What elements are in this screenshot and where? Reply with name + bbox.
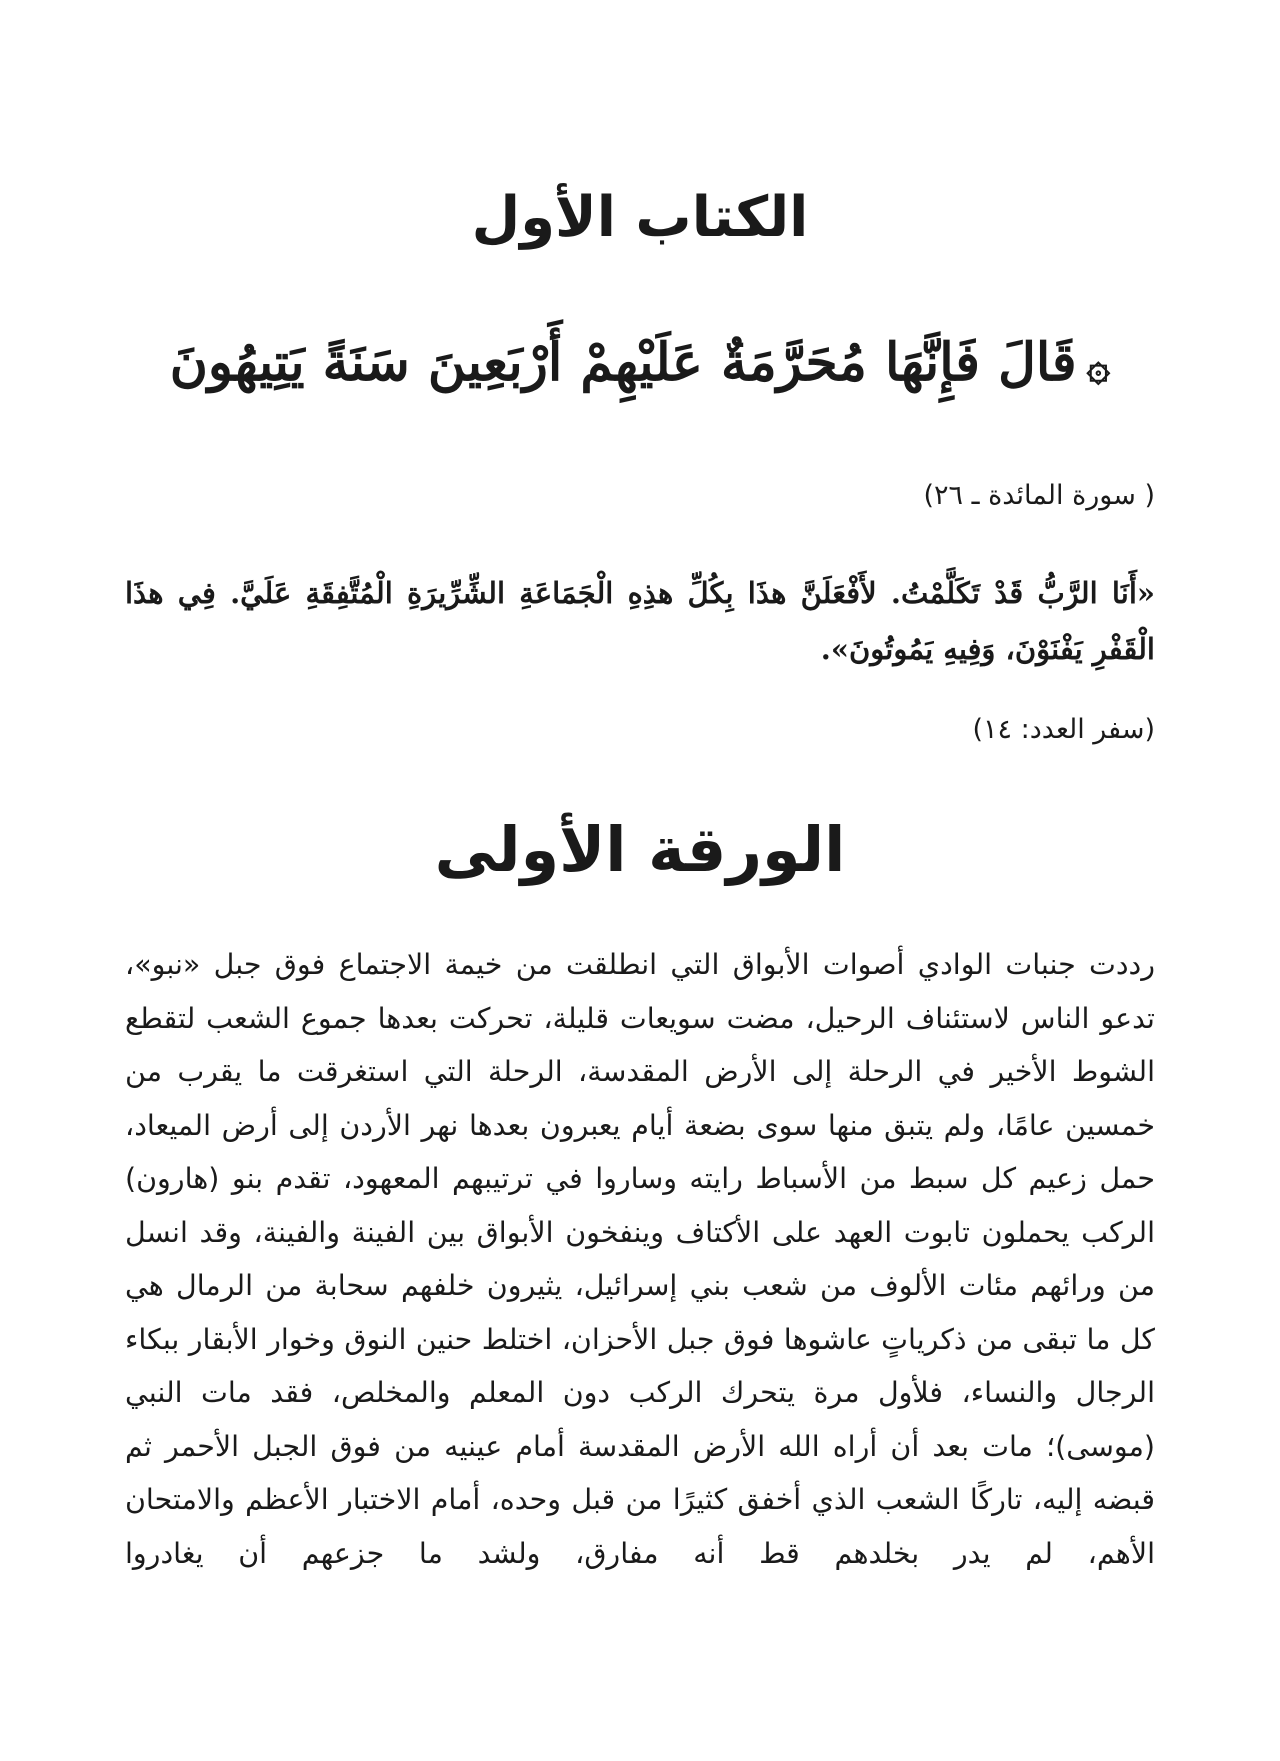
verse-citation: ( سورة المائدة ـ ٢٦): [923, 480, 1155, 511]
body-paragraph: رددت جنبات الوادي أصوات الأبواق التي انطلقت من خيمة الاجتماع فوق جبل «نبو»، تدعو الناس لاستئناف الرحيل، مضت سويعات قليلة، تحركت بعدها جموع الشعب لتقطع الشوط الأخير في الرحلة إلى الأرض المقدسة، الرحلة التي استغرقت ما يقرب من خمسين عامًا، ولم يتبق منها سوى بضعة أيام يعبرون بعدها نهر الأردن إلى أرض الميعاد، حمل زعيم كل سبط من الأسباط رايته وساروا في ترتيبهم المعهود، تقدم بنو (هارون) الركب يحملون تابوت العهد على الأكتاف وينفخون الأبواق بين الفينة والفينة، وقد انسل من ورائهم مئات الألوف من شعب بني إسرائيل، يثيرون خلفهم سحابة من الرمال هي كل ما تبقى من ذكرياتٍ عاشوها فوق جبل الأحزان، اختلط حنين النوق وخوار الأبقار ببكاء الرجال والنساء، فلأول مرة يتحرك الركب دون المعلم والمخلص، فقد مات النبي (موسى)؛ مات بعد أن أراه الله الأرض المقدسة أمام عينيه من فوق الجبل الأحمر ثم قبضه إليه، تاركًا الشعب الذي أخفق كثيرًا من قبل وحده، أمام الاختبار الأعظم والامتحان الأهم، لم يدر بخلدهم قط أنه مفارق، ولشد ما جزعهم أن يغادروا: [125, 948, 1155, 1570]
chapter-title: الورقة الأولى: [434, 813, 846, 886]
book-title: الكتاب الأول: [471, 185, 809, 250]
scripture-quote: «أَنَا الرَّبُّ قَدْ تَكَلَّمْتُ. لأَفْعَلَنَّ هذَا بِكُلِّ هذِهِ الْجَمَاعَةِ الشِّرِّيرَةِ الْمُتَّفِقَةِ عَلَيَّ. فِي هذَا الْقَفْرِ يَفْنَوْنَ، وَفِيهِ يَمُوتُونَ».: [125, 576, 1155, 666]
quran-verse: [170, 318, 1110, 412]
verse-text: قَالَ فَإِنَّهَا مُحَرَّمَةٌ عَلَيْهِمْ أَرْبَعِينَ سَنَةً يَتِيهُونَ: [169, 332, 1077, 393]
quote-citation: (سفر العدد: ١٤): [972, 714, 1155, 745]
verse-ornament-icon: ۞: [1086, 343, 1110, 390]
